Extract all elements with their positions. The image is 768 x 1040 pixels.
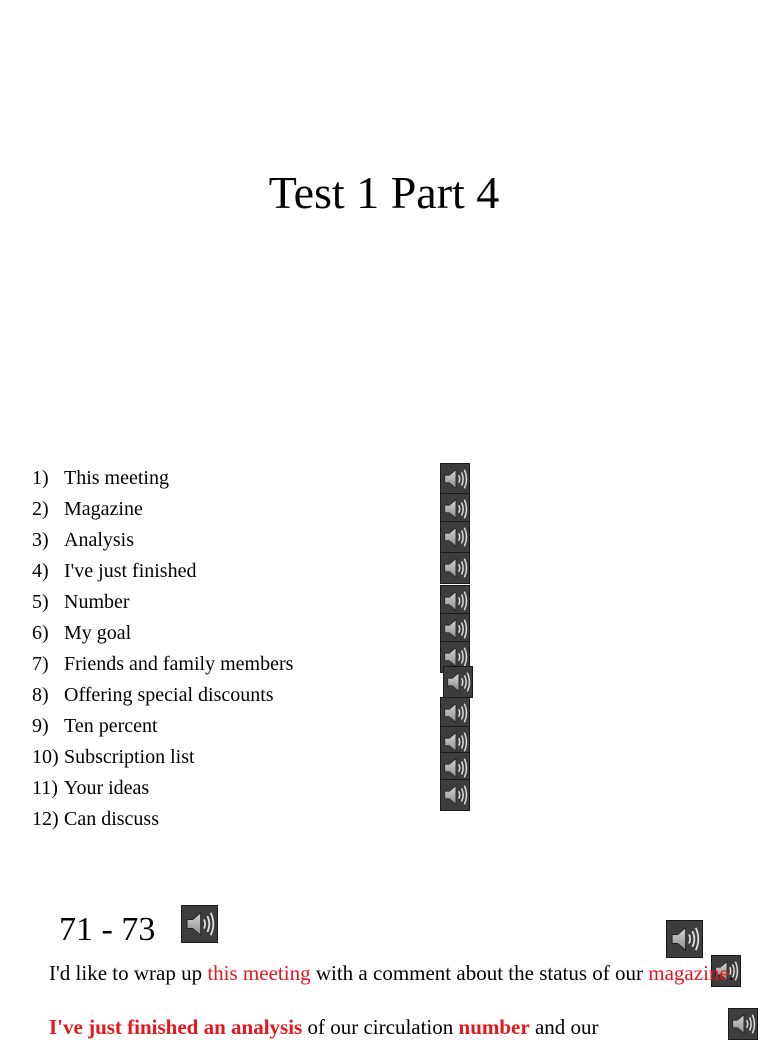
speaker-icon[interactable]: [443, 666, 473, 698]
item-text: Subscription list: [64, 746, 195, 768]
item-number: 9): [32, 715, 49, 737]
transcript-paragraph: [49, 960, 749, 986]
transcript-text: and our: [529, 1015, 599, 1039]
item-text: Your ideas: [64, 777, 150, 799]
transcript-text: of our circulation: [302, 1015, 459, 1039]
item-text: Offering special discounts: [64, 684, 274, 706]
item-text: My goal: [64, 622, 132, 644]
transcript-line-partial: [49, 1014, 749, 1040]
slide-title: Test 1 Part 4: [268, 167, 500, 218]
speaker-icon[interactable]: [440, 463, 470, 495]
item-number: 3): [32, 529, 49, 551]
speaker-icon[interactable]: [440, 521, 470, 553]
highlight-phrase: magazine: [648, 961, 729, 985]
item-number: 10): [32, 746, 59, 768]
highlight-phrase: I've just finished an analysis: [49, 1015, 303, 1039]
section-heading: 71 - 73: [59, 911, 156, 948]
speaker-icon[interactable]: [666, 920, 703, 958]
item-number: 4): [32, 560, 49, 582]
item-number: 7): [32, 653, 49, 675]
item-text: Can discuss: [64, 808, 159, 830]
item-number: 2): [32, 498, 49, 520]
item-number: 11): [32, 777, 58, 799]
speaker-icon[interactable]: [440, 697, 470, 729]
highlight-phrase: this meeting: [207, 961, 311, 985]
item-text: This meeting: [64, 467, 169, 489]
item-number: 1): [32, 467, 49, 489]
item-text: Magazine: [64, 498, 143, 520]
item-number: 5): [32, 591, 49, 613]
transcript-text: with a comment about the status of our: [310, 961, 649, 985]
item-text: Friends and family members: [64, 653, 294, 675]
item-number: 6): [32, 622, 49, 644]
speaker-icon[interactable]: [440, 779, 470, 811]
transcript-text: .: [728, 961, 734, 985]
speaker-icon[interactable]: [440, 552, 470, 584]
item-number: 8): [32, 684, 49, 706]
item-text: I've just finished: [64, 560, 197, 582]
item-text: Analysis: [64, 529, 134, 551]
item-text: Number: [64, 591, 130, 613]
item-text: Ten percent: [64, 715, 158, 737]
item-number: 12): [32, 808, 59, 830]
highlight-phrase: number: [458, 1015, 530, 1039]
transcript-text: I'd like to wrap up: [49, 961, 208, 985]
speaker-icon[interactable]: [181, 905, 218, 943]
